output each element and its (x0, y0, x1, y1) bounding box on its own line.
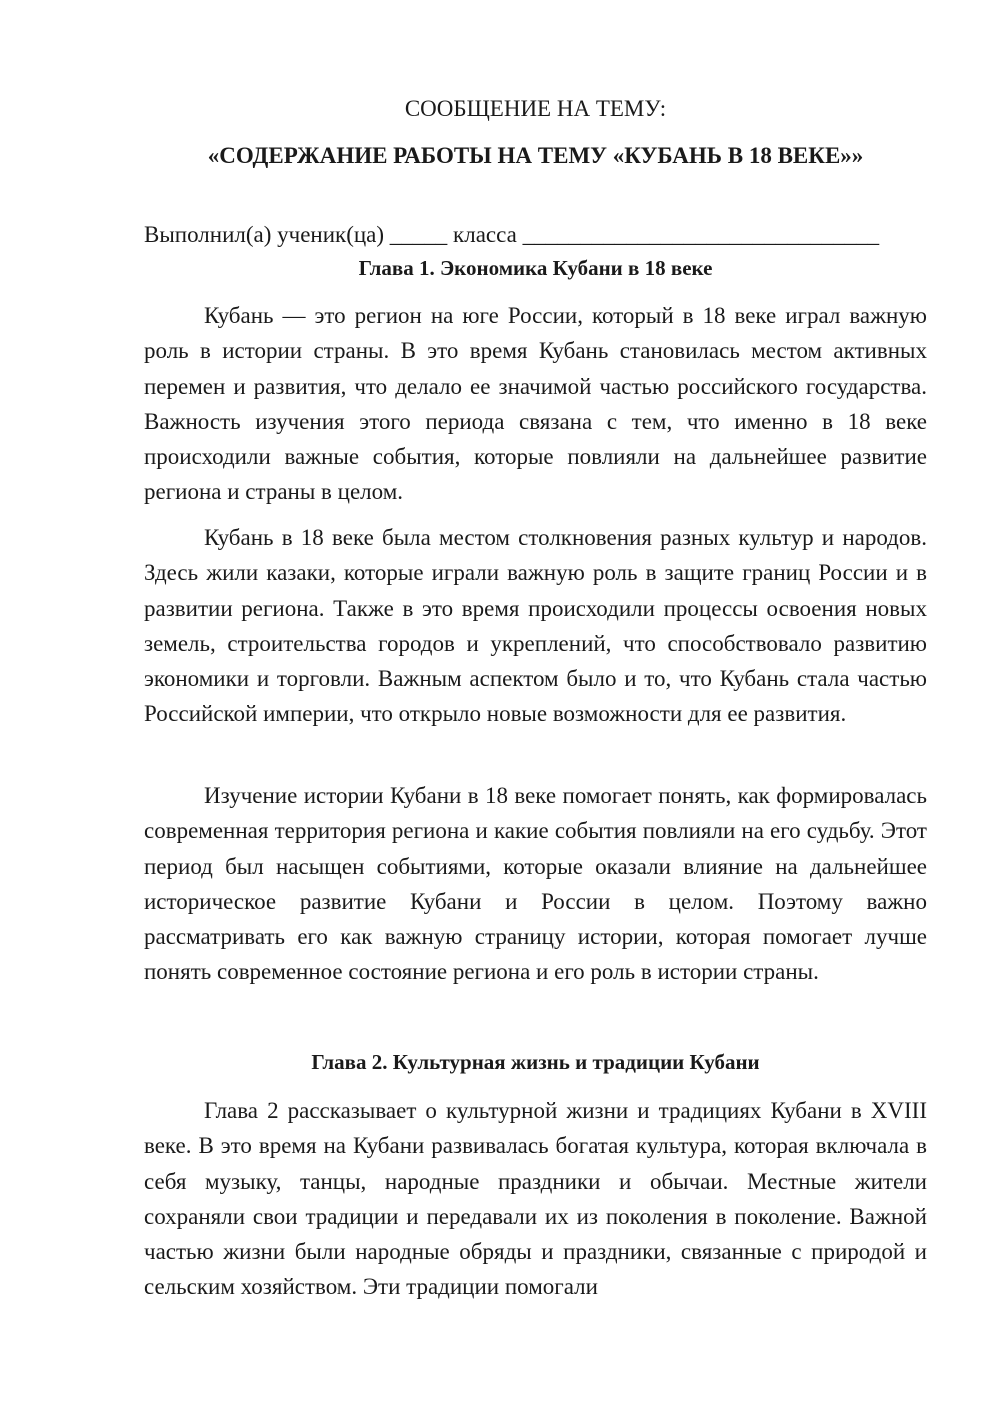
chapter-1-paragraph-3: Изучение истории Кубани в 18 веке помогает понять, как формировалась современная территория региона и какие события повлияли на его судьбу. Этот период был насыщен событиями, которые оказали влияние на дальнейшее историческое развитие Кубани и России в целом. Поэтому важно рассматривать его как важную страницу истории, которая помогает лучше понять современное состояние региона и его роль в истории страны. (144, 783, 927, 985)
chapter-2-heading: Глава 2. Культурная жизнь и традиции Кубани (311, 1050, 760, 1074)
chapter-2-paragraph-1: Глава 2 рассказывает о культурной жизни и традициях Кубани в XVIII веке. В это время на Кубани развивалась богатая культура, которая включала в себя музыку, танцы, народные праздники и обычаи. Местные жители сохраняли свои традиции и передавали их из поколения в поколение. Важной частью жизни были народные обряды и праздники, связанные с природой и сельским хозяйством. Эти традиции помогали (144, 1098, 927, 1300)
document-title: «СОДЕРЖАНИЕ РАБОТЫ НА ТЕМУ «КУБАНЬ В 18 ВЕКЕ»» (207, 143, 864, 168)
student-info-line: Выполнил(а) ученик(ца) _____ класса _______________________________ (144, 222, 880, 247)
chapter-1-paragraph-1: Кубань — это регион на юге России, который в 18 веке играл важную роль в истории страны. В это время Кубань становилась местом активных перемен и развития, что делало ее значимой частью российского государства. Важность изучения этого периода связана с тем, что именно в 18 веке происходили важные события, которые повлияли на дальнейшее развитие региона и страны в целом. (144, 303, 927, 505)
chapter-1-heading: Глава 1. Экономика Кубани в 18 веке (358, 256, 713, 280)
chapter-1-paragraph-2: Кубань в 18 веке была местом столкновения разных культур и народов. Здесь жили казаки, которые играли важную роль в защите границ России и в развитии региона. Также в это время происходили процессы освоения новых земель, строительства городов и укреплений, что способствовало развитию экономики и торговли. Важным аспектом было и то, что Кубань стала частью Российской империи, что открыло новые возможности для ее развития. (144, 525, 927, 727)
topic-heading: СООБЩЕНИЕ НА ТЕМУ: (404, 96, 667, 121)
